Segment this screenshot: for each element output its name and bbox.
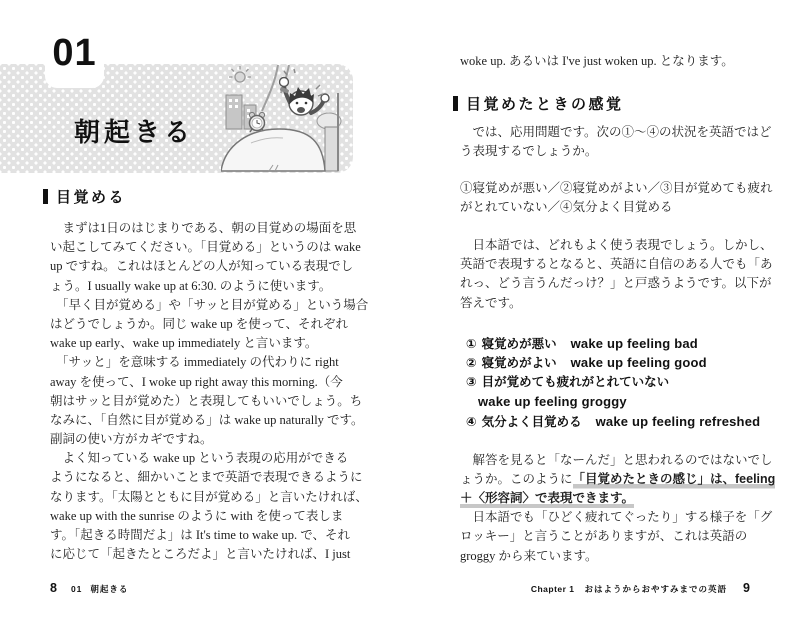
text-run: away を使って、I woke up right away this morning.（今 <box>50 374 343 389</box>
section-header-bar-icon <box>43 189 48 204</box>
spacer <box>460 432 772 451</box>
body-line <box>460 123 772 142</box>
section-header <box>453 93 772 113</box>
section-header-label: 目覚める <box>56 188 127 206</box>
body-line <box>460 451 772 470</box>
text-run: れっ、どう言うんだっけ？」と戸惑うようです。以下が <box>460 276 772 291</box>
answer-english: wake up feeling bad <box>570 335 698 351</box>
alarm-clock-icon <box>249 112 264 132</box>
text-run: wake up with the sunrise のように with を使って表しま <box>50 508 344 523</box>
text-run: ロッキー」と言うことがありますが、これは英語の <box>460 529 748 544</box>
body-line <box>460 489 772 508</box>
highlighted-phrase: ＋〈形容詞〉で表現できます。 <box>460 491 634 508</box>
text-run: 答えです。 <box>460 295 522 310</box>
unit-number: 01 <box>52 32 97 74</box>
spacer <box>460 71 772 93</box>
text-run: 解答を見ると「なーんだ」と思われるのではないでし <box>472 452 773 467</box>
body-line <box>50 296 369 315</box>
body-line <box>50 277 360 296</box>
footer-chapter-title: おはようからおやすみまでの英語 <box>584 584 728 594</box>
answer-english: wake up feeling refreshed <box>595 414 761 430</box>
text-run: ょうか。このように <box>460 471 573 486</box>
text-run: はどうでしょうか。同じ wake up を使って、それぞれ <box>50 316 348 331</box>
text-run: まずは1日のはじまりである、朝の目覚めの場面を思 <box>62 221 357 235</box>
text-run: 日本語でも「ひどく疲れてぐったり」する様子を「グ <box>472 510 773 525</box>
body-line <box>50 353 360 372</box>
body-line <box>50 526 360 545</box>
body-line <box>50 449 360 468</box>
left-text-column <box>50 186 369 564</box>
spacer <box>50 206 360 219</box>
body-line <box>460 527 772 546</box>
highlighted-phrase: 「目覚めたときの感じ」は、feeling <box>573 472 776 489</box>
right-footer <box>531 581 750 595</box>
body-line <box>50 545 360 564</box>
text-run: う表現するでしょうか。 <box>460 144 598 159</box>
answer-item <box>466 353 772 373</box>
right-page <box>400 0 800 626</box>
text-run: ①寝覚めが悪い／②寝覚めがよい／③目が覚めても疲れ <box>460 180 773 195</box>
text-run: woke up. あるいは I've just woken up. となります。 <box>460 54 734 68</box>
footer-unit-title: 朝起きる <box>90 584 129 594</box>
body-line <box>50 488 368 507</box>
text-run: 朝はサッと目が覚めた）と表現してもいいでしょう。ち <box>50 393 363 408</box>
answer-number: ④ <box>466 415 477 430</box>
text-run: ょう。I usually wake up at 6:30. のように使います。 <box>50 278 332 293</box>
answer-item <box>478 392 772 412</box>
body-line <box>460 294 772 313</box>
answer-japanese: 気分よく目覚める <box>481 415 582 430</box>
text-run: groggy から来ています。 <box>460 548 598 563</box>
answer-item <box>466 412 772 432</box>
page-number: 9 <box>743 581 750 595</box>
text-run: 「サッと」を意味する immediately の代わりに right <box>56 355 339 370</box>
text-run: 副詞の使い方がカギですね。 <box>50 432 213 447</box>
unit-title: 朝起きる <box>74 117 195 147</box>
text-run: 英語で表現するとなると、英語に自信のある人でも「あ <box>460 257 773 272</box>
text-run: 「早く目が覚める」や「サッと目が覚める」という場合 <box>56 297 369 312</box>
body-line <box>50 315 360 334</box>
text-run: ようになると、細かいことまで英語で表現できるように <box>50 470 363 485</box>
wake-up-illustration <box>221 65 352 173</box>
answer-item <box>466 334 772 354</box>
body-line <box>50 430 360 449</box>
answer-item <box>466 373 772 393</box>
text-run: に応じて「起きたところだよ」と言いたければ、I just <box>50 547 351 562</box>
answer-english: wake up feeling good <box>570 355 707 371</box>
text-run: up ですね。これはほとんどの人が知っている表現でし <box>50 259 354 274</box>
right-text-column <box>460 52 776 566</box>
answer-number: ① <box>466 336 477 351</box>
answer-japanese: 目が覚めても疲れがとれていない <box>481 374 670 389</box>
body-line <box>50 373 360 392</box>
text-run: す。「起きる時間だよ」は It's time to wake up. で、それ <box>50 528 350 542</box>
section-header-label: 目覚めたときの感覚 <box>466 95 624 113</box>
section-header-bar-icon <box>453 96 458 111</box>
body-line <box>460 255 772 274</box>
body-line <box>460 470 776 489</box>
body-line <box>460 547 772 566</box>
text-run: 日本語では、どれもよく使う表現でしょう。しかし、 <box>472 237 773 252</box>
body-line <box>460 142 772 161</box>
text-run: い起こしてみてください。「目覚める」というのは wake <box>50 240 361 255</box>
answer-number: ③ <box>466 374 477 389</box>
text-run: なります。「太陽とともに目が覚める」と言いたければ、 <box>50 489 368 504</box>
body-line <box>50 257 360 276</box>
body-line <box>50 238 360 257</box>
section-header <box>43 186 360 206</box>
body-line <box>50 411 364 430</box>
body-line <box>460 274 772 293</box>
text-run: wake up early、wake up immediately と言います。 <box>50 336 318 351</box>
spacer <box>460 313 772 334</box>
body-line <box>50 468 363 487</box>
body-line <box>460 179 772 198</box>
body-line <box>460 52 772 71</box>
spacer <box>460 113 772 123</box>
text-run: がとれていない／④気分よく目覚める <box>460 199 673 214</box>
footer-chapter-label: Chapter 1 <box>530 584 575 594</box>
text-run: なみに、「自然に目が覚める」は wake up naturally です。 <box>50 412 364 427</box>
body-line <box>50 507 360 526</box>
answer-japanese: 寝覚めがよい <box>481 356 557 371</box>
page-number: 8 <box>50 581 57 595</box>
body-line <box>50 392 363 411</box>
body-line <box>50 334 360 353</box>
body-line <box>460 508 772 527</box>
spacer <box>460 217 772 236</box>
answer-number: ② <box>466 356 477 371</box>
answer-japanese: 寝覚めが悪い <box>481 336 557 351</box>
body-line <box>460 198 772 217</box>
answer-english: wake up feeling groggy <box>478 394 627 410</box>
spacer <box>460 162 772 179</box>
unit-number-tab <box>45 0 104 88</box>
left-footer <box>50 581 128 595</box>
sun-icon <box>229 66 251 82</box>
text-run: では、応用問題です。次の①〜④の状況を英語ではど <box>472 125 772 140</box>
text-run: よく知っている wake up という表現の応用ができる <box>62 451 349 466</box>
footer-unit-number: 01 <box>70 584 83 594</box>
body-line <box>460 236 772 255</box>
body-line <box>50 219 360 238</box>
